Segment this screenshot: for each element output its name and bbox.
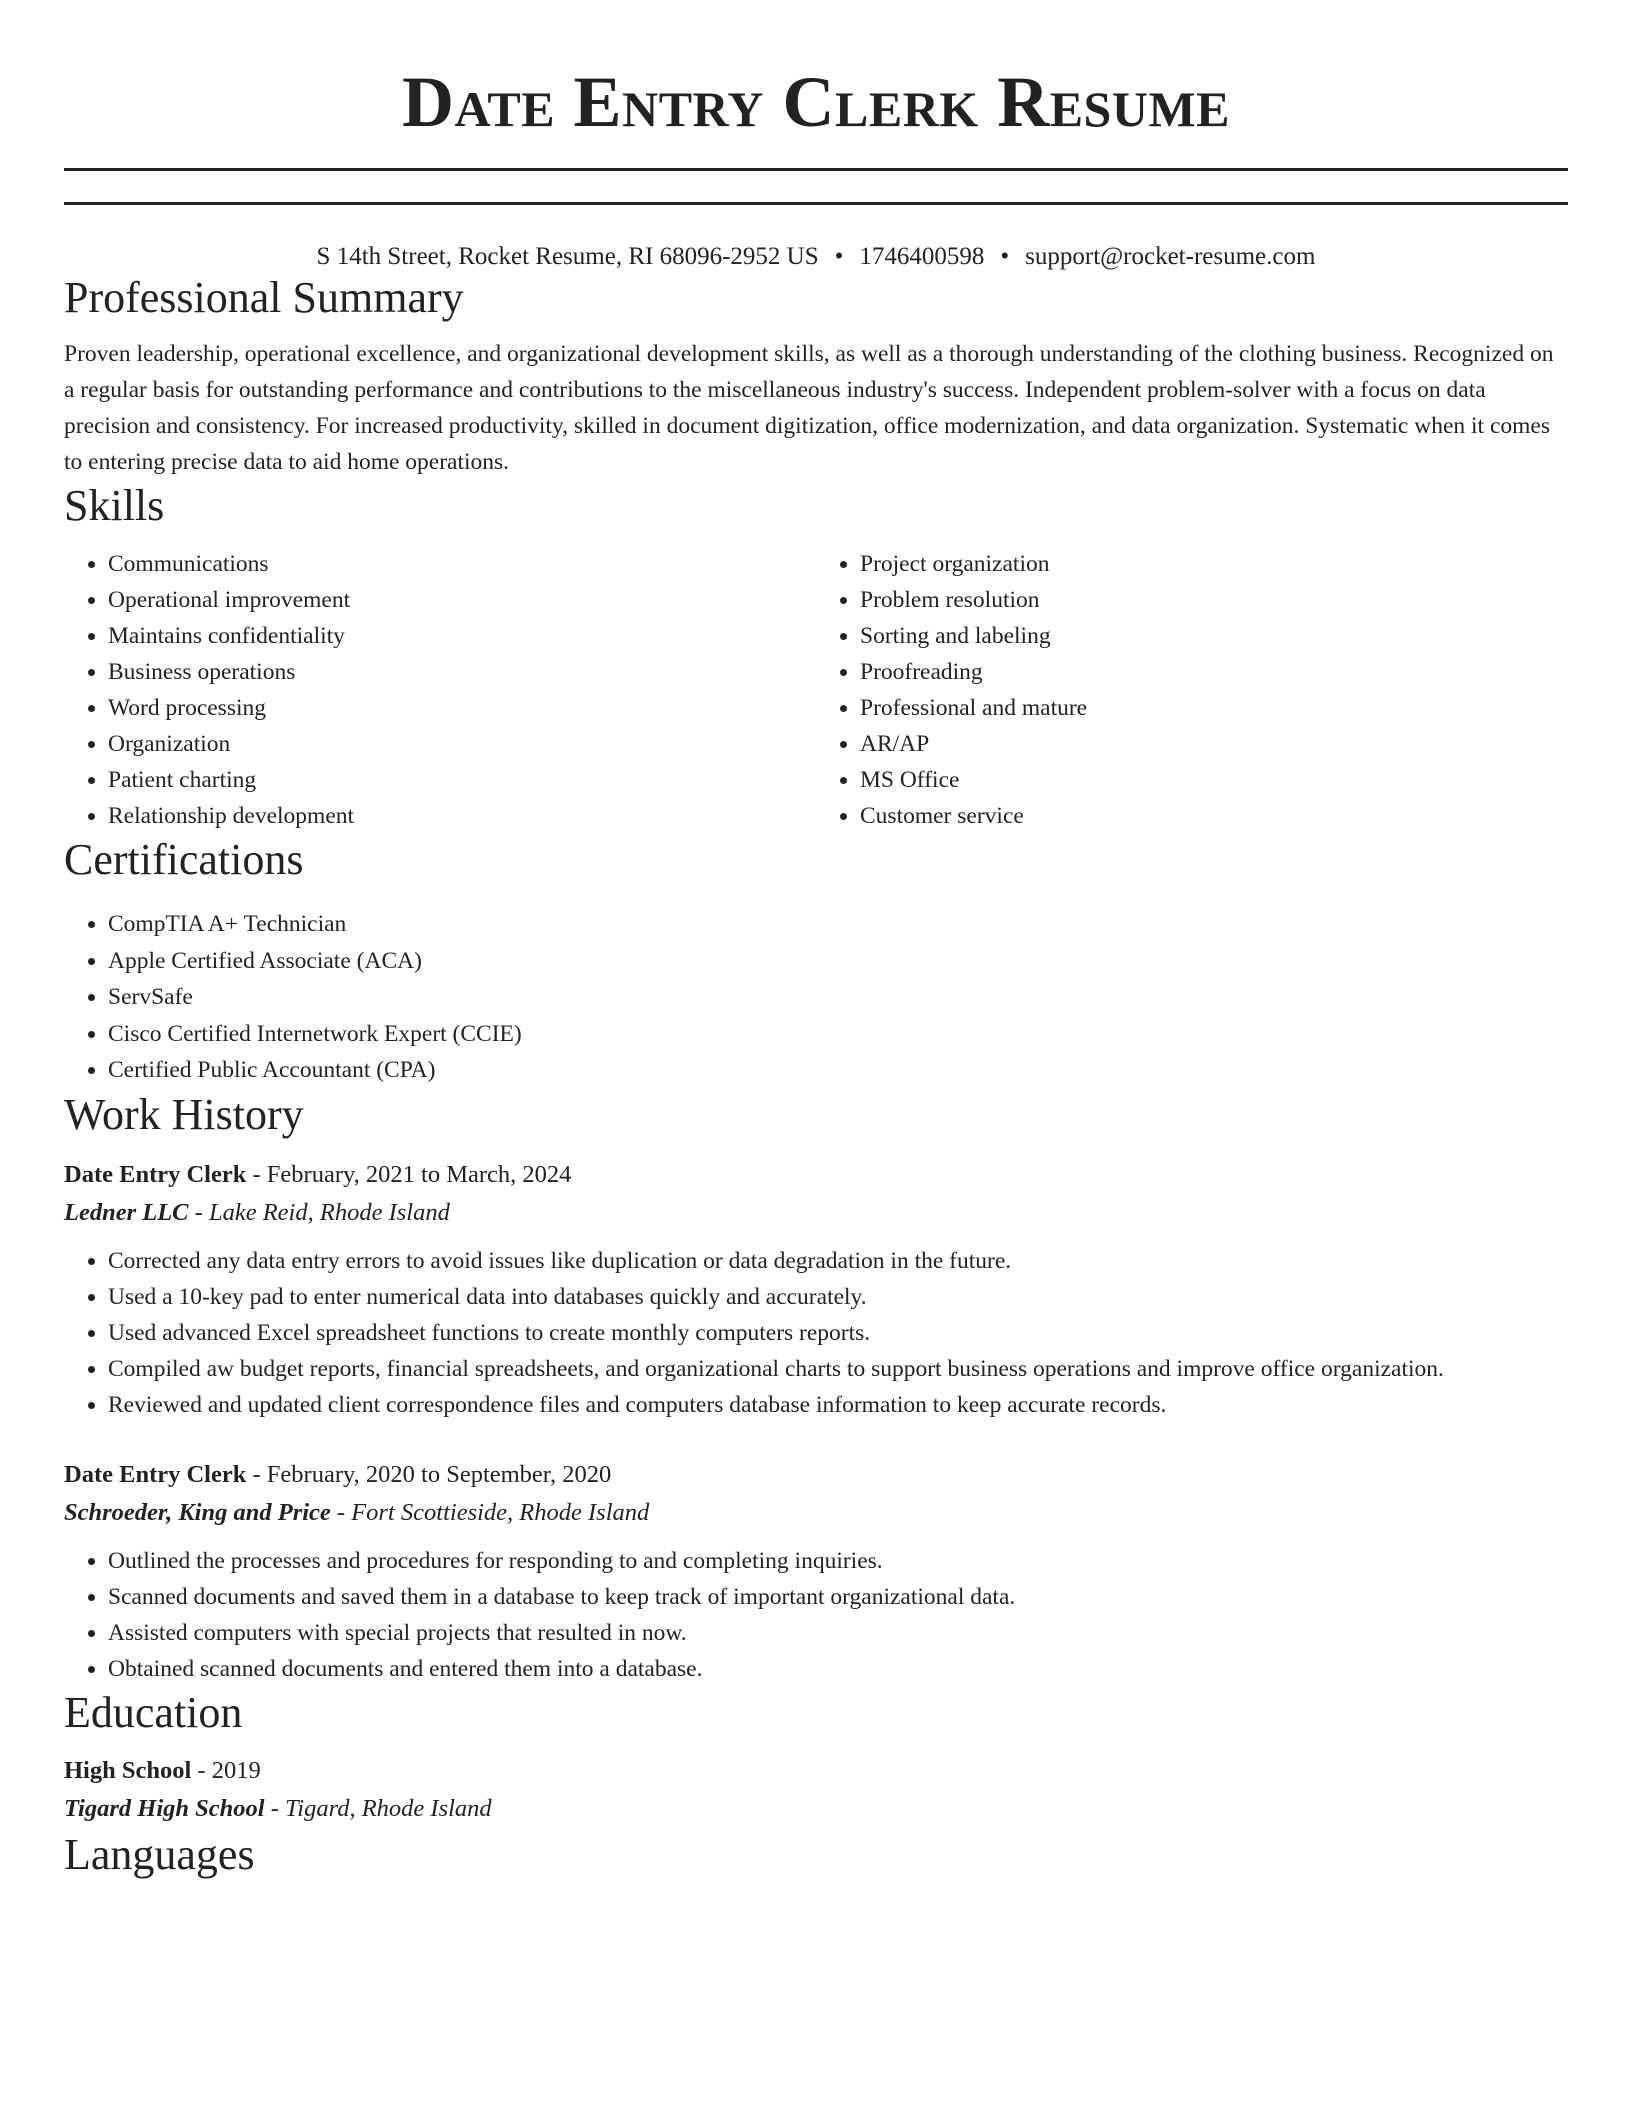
job-entry [64,1157,1568,1423]
languages-heading: Languages [64,1829,255,1879]
job-company: Schroeder, King and Price [64,1498,331,1526]
job-dates: February, 2021 to March, 2024 [266,1160,572,1188]
job-duty: • Obtained scanned documents and entered them into a database. [108,1651,1568,1687]
job-title: Date Entry Clerk [64,1460,247,1488]
summary-text: Proven leadership, operational excellence, and organizational development skills, as well as a thorough understanding of the clothing business. Recognized on a regular basis for outstanding performance and contributions to the miscellaneous industry's success. Independent problem-solver with a focus on data precision and consistency. For increased productivity, skilled in document digitization, office modernization, and data organization. Systematic when it comes to entering precise data to aid home operations. [64,341,1554,475]
education-heading: Education [64,1687,243,1737]
contact-separator: • [834,243,844,270]
skill-item: • Maintains confidentiality [108,618,816,654]
skill-item: • Sorting and labeling [860,618,1568,654]
job-duty: • Assisted computers with special projects that resulted in now. [108,1615,1568,1651]
job-entry [64,1457,1568,1687]
skill-item: • Business operations [108,654,816,690]
education-entry [64,1753,1568,1829]
skill-item: • MS Office [860,762,1568,798]
contact-line [64,242,1568,272]
work-history-heading: Work History [64,1089,304,1139]
certifications-list [64,906,1568,1089]
certification-item: • CompTIA A+ Technician [108,906,1568,943]
skills-columns [64,546,1568,834]
job-company-line: Schroeder, King and Price - Fort Scottieside, Rhode Island [64,1498,650,1526]
contact-phone: 1746400598 [859,243,985,270]
education-degree-line: High School - 2019 [64,1756,261,1784]
job-title-line: Date Entry Clerk - February, 2020 to September, 2020 [64,1460,612,1488]
certifications-heading: Certifications [64,835,304,884]
job-duty: • Corrected any data entry errors to avoid issues like duplication or data degradation in the future. [108,1243,1568,1279]
job-location: Lake Reid, Rhode Island [208,1198,450,1226]
skill-item: • Operational improvement [108,582,816,618]
certification-item: • Certified Public Accountant (CPA) [108,1052,1568,1089]
job-duty: • Used advanced Excel spreadsheet functions to create monthly computers reports. [108,1315,1568,1351]
job-duties-list [64,1243,1568,1423]
job-dates: February, 2020 to September, 2020 [266,1460,612,1488]
certification-item: • ServSafe [108,979,1568,1016]
education-school: Tigard High School [64,1794,265,1822]
job-title: Date Entry Clerk [64,1160,247,1188]
contact-address: S 14th Street, Rocket Resume, RI 68096-2952 US [316,243,819,270]
job-location: Fort Scottieside, Rhode Island [351,1498,650,1526]
title-rule-bottom [64,202,1568,205]
skill-item: • Relationship development [108,798,816,834]
certification-item: • Cisco Certified Internetwork Expert (CCIE) [108,1016,1568,1053]
job-duty: • Outlined the processes and procedures for responding to and completing inquiries. [108,1543,1568,1579]
job-duty: • Scanned documents and saved them in a database to keep track of important organizational data. [108,1579,1568,1615]
skill-item: • AR/AP [860,726,1568,762]
skills-list-left [64,546,816,834]
education-school-line: Tigard High School - Tigard, Rhode Island [64,1794,492,1822]
skill-item: • Proofreading [860,654,1568,690]
job-title-line: Date Entry Clerk - February, 2021 to March, 2024 [64,1160,572,1188]
job-duty: • Reviewed and updated client correspondence files and computers database information to keep accurate records. [108,1387,1568,1423]
skill-item: • Professional and mature [860,690,1568,726]
skills-heading: Skills [64,481,165,530]
job-duty: • Compiled aw budget reports, financial spreadsheets, and organizational charts to support business operations and improve office organization. [108,1351,1568,1387]
job-company: Ledner LLC [64,1198,189,1226]
skill-item: • Word processing [108,690,816,726]
skill-item: • Patient charting [108,762,816,798]
certification-item: • Apple Certified Associate (ACA) [108,943,1568,980]
skill-item: • Organization [108,726,816,762]
resume-title: Date Entry Clerk Resume [401,62,1231,142]
job-duty: • Used a 10-key pad to enter numerical data into databases quickly and accurately. [108,1279,1568,1315]
contact-separator: • [1000,243,1010,270]
job-company-line: Ledner LLC - Lake Reid, Rhode Island [64,1198,450,1226]
education-location: Tigard, Rhode Island [285,1794,492,1822]
job-duties-list [64,1543,1568,1687]
skill-item: • Customer service [860,798,1568,834]
skill-item: • Problem resolution [860,582,1568,618]
education-degree: High School [64,1756,192,1784]
summary-heading: Professional Summary [64,273,464,322]
education-year: 2019 [211,1756,261,1784]
contact-email: support@rocket-resume.com [1025,243,1316,270]
skill-item: • Communications [108,546,816,582]
skill-item: • Project organization [860,546,1568,582]
skills-list-right [816,546,1568,834]
